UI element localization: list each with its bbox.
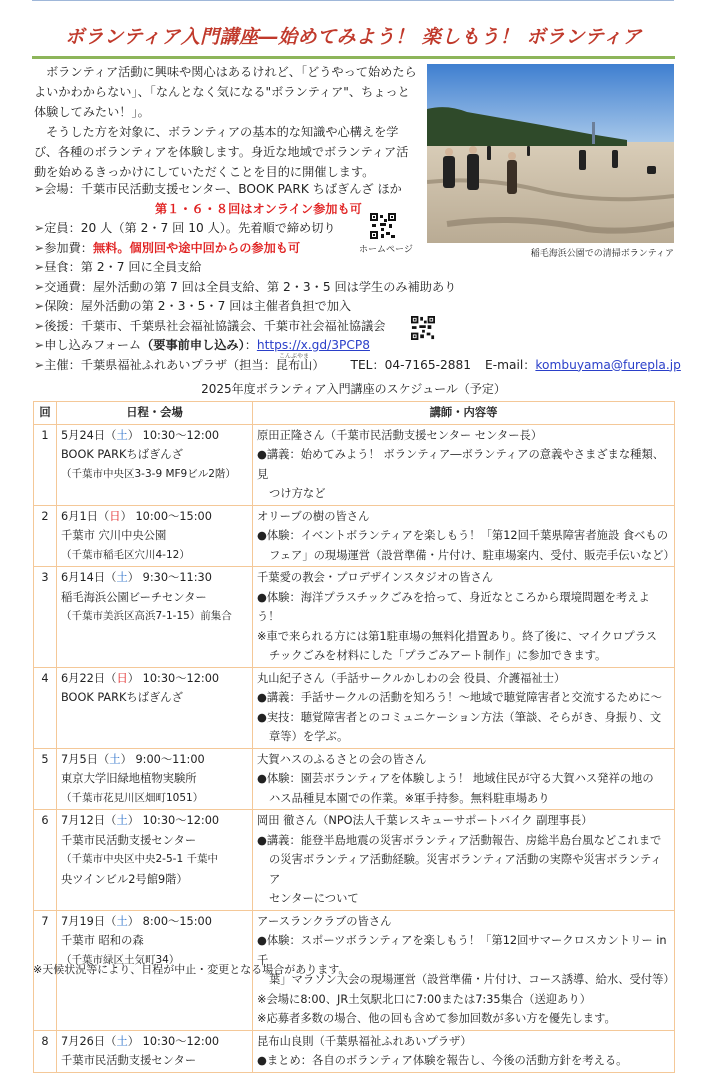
info-capacity (34, 219, 684, 239)
top-rule (32, 0, 674, 1)
session-date (61, 811, 248, 831)
session-venue-line: （千葉市花見川区畑町1051） (61, 791, 204, 804)
host-name-text: 昆布山 (275, 357, 313, 372)
session-content-line: ●まとめ：各自のボランティア体験を報告し、今後の活動方針を考える。 (257, 1054, 628, 1067)
info-insurance (34, 297, 684, 317)
fee-label: 参加費： (44, 240, 93, 255)
arrow-bullet-icon: ➢ (34, 260, 45, 274)
form-separator: ： (244, 338, 257, 352)
day-of-week: 土 (116, 1034, 128, 1048)
time-text: ） 10:30～12:00 (127, 814, 220, 827)
date-text: 7月5日（ (61, 752, 110, 766)
table-row (34, 1030, 675, 1072)
title-underline (32, 56, 675, 59)
info-support (34, 317, 684, 337)
transport-label: 交通費： (44, 279, 93, 294)
session-content (253, 505, 675, 567)
date-text: 6月1日（ (61, 509, 110, 523)
table-header-row (34, 402, 675, 425)
table-row (34, 748, 675, 810)
session-number: 8 (34, 1030, 57, 1072)
arrow-bullet-icon: ➢ (34, 299, 45, 313)
session-content-line: フェア」の現場運営（設営準備・片付け、駐車場案内、受付、販売手伝いなど） (269, 548, 675, 562)
session-date (61, 568, 248, 588)
session-number: 5 (34, 748, 57, 810)
form-url-link[interactable]: https://x.gd/3PCP8 (256, 338, 370, 352)
session-number: 1 (34, 424, 57, 505)
info-venue (34, 180, 684, 200)
session-date (61, 669, 248, 689)
schedule-footnote: ※天候状況等により、日程が中止・変更となる場合があります。 (33, 963, 350, 976)
session-content-line: ●体験：スポーツボランティアを楽しもう！「第12回サマークロスカントリー in 千 (257, 934, 667, 967)
session-venue-line: （千葉市緑区土気町34） (61, 953, 180, 966)
time-text: ） 10:30～12:00 (127, 1034, 220, 1048)
session-content-line: ●講義：手話サークルの活動を知ろう！～地域で聴覚障害者と交流するために～ (257, 691, 662, 704)
session-lecturer: 岡田 徹さん（NPO法人千葉レスキューサポートバイク 副理事長） (257, 814, 593, 827)
intro-paragraph: ボランティア活動に興味や関心はあるけれど、「どうやって始めたらよいかわからない」、「なんとなく気になる"ボランティア"、ちょっと体験してみたい！」。 (34, 65, 417, 119)
day-of-week: 土 (116, 814, 128, 827)
session-date-venue (57, 667, 253, 748)
session-venue-line: （千葉市中央区3-3-9 MF9ビル2階） (61, 467, 236, 480)
date-text: 6月14日（ (61, 571, 117, 584)
homepage-qr-label: ホームページ (359, 245, 413, 255)
day-of-week: 土 (109, 752, 121, 766)
host-value-post: ） (312, 357, 325, 372)
arrow-bullet-icon: ➢ (34, 182, 45, 196)
session-date (61, 750, 248, 770)
time-text: ） 10:30～12:00 (127, 671, 220, 685)
session-lecturer: 原田正隆さん（千葉市民活動支援センター センター長） (257, 428, 543, 442)
venue-value: 千葉市民活動支援センター、BOOK PARK ちばぎんざ ほか (80, 182, 402, 196)
session-date-venue (57, 424, 253, 505)
email-link[interactable]: kombuyama@furepla.jp (535, 357, 681, 372)
date-text: 5月24日（ (61, 428, 117, 442)
event-info-list (34, 180, 684, 375)
session-content (253, 567, 675, 668)
schedule-title: 2025年度ボランティア入門講座のスケジュール（予定） (201, 382, 506, 396)
intro-paragraph: そうした方を対象に、ボランティアの基本的な知識や心構えを学び、各種のボランティアを体験します。身近な地域でボランティア活動を始めるきっかけにしていただくことを目的に開催します。 (34, 125, 409, 179)
session-venue-line: 千葉市 昭和の森 (61, 934, 144, 947)
session-date-venue (57, 505, 253, 567)
session-content (253, 424, 675, 505)
session-content-line: ●体験：海洋プラスチックごみを拾って、身近なところから環境問題を考えよう！ (257, 590, 650, 623)
table-row (34, 810, 675, 911)
session-content-line: ●体験：イベントボランティアを楽しもう！「第12回千葉県障害者施設 食べもの (257, 529, 669, 542)
session-date (61, 426, 248, 446)
table-row (34, 667, 675, 748)
session-content-line: ハス品種見本園での作業。※軍手持参。無料駐車場あり (269, 791, 550, 805)
date-text: 6月22日（ (61, 671, 117, 685)
session-venue-line: （千葉市中央区中央2-5-1 千葉中 (61, 853, 218, 865)
venue-label: 会場： (44, 182, 81, 196)
time-text: ） 8:00～15:00 (127, 914, 212, 928)
session-lecturer: 昆布山良則（千葉県福祉ふれあいプラザ） (257, 1034, 472, 1048)
session-lecturer: アースランクラブの皆さん (257, 914, 392, 928)
support-value: 千葉市、千葉県社会福祉協議会、千葉市社会福祉協議会 (80, 318, 386, 333)
session-content-line: 章等）を学ぶ。 (269, 730, 349, 743)
support-label: 後援： (44, 318, 81, 333)
session-content (253, 810, 675, 911)
info-form (34, 336, 684, 356)
venue-online-note: 第１・６・８回はオンライン参加も可 (155, 201, 362, 216)
time-text: ） 9:30～11:30 (127, 571, 212, 584)
table-row (34, 567, 675, 668)
host-value-pre: 千葉県福祉ふれあいプラザ（担当： (80, 357, 276, 372)
day-of-week: 日 (109, 509, 121, 523)
host-label: 主催： (44, 357, 81, 372)
session-venue-line: 千葉市 穴川中央公園 (61, 529, 167, 542)
arrow-bullet-icon: ➢ (34, 318, 45, 333)
session-number: 6 (34, 810, 57, 911)
table-row (34, 424, 675, 505)
session-venue-line: BOOK PARKちばぎんざ (61, 691, 183, 704)
fee-value: 無料。個別回や途中回からの参加も可 (92, 240, 301, 255)
session-number: 4 (34, 667, 57, 748)
form-label: 申し込みフォーム (44, 338, 142, 352)
session-venue-line: 千葉市民活動支援センター (61, 833, 197, 847)
form-note: （要事前申し込み） (141, 338, 245, 352)
arrow-bullet-icon: ➢ (34, 240, 45, 255)
lunch-label: 昼食： (44, 260, 81, 274)
intro-text (34, 62, 420, 182)
session-lecturer: 千葉愛の教会・プロデザインスタジオの皆さん (257, 571, 494, 584)
arrow-bullet-icon: ➢ (34, 338, 45, 352)
session-date (61, 507, 248, 527)
table-row (34, 505, 675, 567)
session-content-line: ※車で来られる方には第1駐車場の無料化措置あり。終了後に、マイクロプラス (257, 629, 657, 643)
time-text: ） 9:00～11:00 (120, 752, 205, 766)
session-date-venue (57, 567, 253, 668)
time-text: ） 10:00～15:00 (120, 509, 212, 523)
session-content-line: 葉」マラソン大会の現場運営（設営準備・片付け、コース誘導、給水、受付等） (269, 973, 675, 986)
session-venue-line: 央ツインビル2号館9階） (61, 872, 188, 886)
arrow-bullet-icon: ➢ (34, 221, 45, 235)
lunch-value: 第 2・7 回に全員支給 (80, 260, 202, 274)
capacity-value: 20 人（第 2・7 回 10 人）。先着順で締め切り (80, 221, 336, 235)
session-number: 2 (34, 505, 57, 567)
session-venue-line: BOOK PARKちばぎんざ (61, 448, 183, 461)
host-tel: TEL：04-7165-2881 (350, 357, 471, 372)
page-title: ボランティア入門講座―始めてみよう！ 楽しもう！ ボランティア (65, 26, 642, 48)
session-content-line: の災害ボランティア活動経験。災害ボランティア活動の実際や災害ボランティア (269, 853, 662, 886)
host-name (275, 352, 313, 376)
session-number: 7 (34, 910, 57, 1030)
session-lecturer: 大賀ハスのふるさとの会の皆さん (257, 752, 427, 766)
day-of-week: 土 (116, 571, 128, 584)
session-content-line: ●実技：聴覚障害者とのコミュニケーション方法（筆談、そらがき、身振り、文 (257, 710, 662, 724)
session-content (253, 748, 675, 810)
session-content-line: ※応募者多数の場合、他の回も含めて参加回数が多い方を優先します。 (257, 1012, 616, 1025)
date-text: 7月19日（ (61, 914, 117, 928)
date-text: 7月12日（ (61, 814, 117, 827)
session-date-venue (57, 1030, 253, 1072)
session-content-line: ●講義：始めてみよう！ ボランティア―ボランティアの意義やさまざまな種類、見 (257, 448, 665, 481)
arrow-bullet-icon: ➢ (34, 357, 45, 372)
photo-caption: 稲毛海浜公園での清掃ボランティア (530, 249, 674, 259)
session-venue-line: 千葉市民活動支援センター (61, 1054, 197, 1067)
session-content-line: つけ方など (269, 487, 326, 500)
info-transport (34, 278, 684, 298)
session-number: 3 (34, 567, 57, 668)
session-content-line: チックごみを材料にした「プラごみアート制作」に参加できます。 (269, 649, 607, 662)
session-lecturer: 丸山紀子さん（手話サークルかしわの会 役員、介護福祉士） (257, 671, 566, 685)
insurance-label: 保険： (44, 299, 81, 313)
time-text: ） 10:30～12:00 (127, 428, 220, 442)
session-date (61, 1032, 248, 1052)
day-of-week: 土 (116, 914, 128, 928)
date-text: 7月26日（ (61, 1034, 117, 1048)
day-of-week: 日 (116, 671, 128, 685)
host-name-ruby: こんぶやま (279, 352, 310, 360)
info-host (34, 352, 684, 376)
insurance-value: 屋外活動の第 2・3・5・7 回は主催者負担で加入 (80, 299, 352, 313)
session-date-venue (57, 810, 253, 911)
session-venue-line: （千葉市稲毛区穴川4-12） (61, 548, 190, 561)
session-content-line: ●講義：能登半島地震の災害ボランティア活動報告、房総半島台風などこれまで (257, 833, 662, 847)
session-venue-line: 稲毛海浜公園ビーチセンター (61, 590, 207, 604)
capacity-label: 定員： (44, 221, 81, 235)
session-content-line: ※会場に8:00、JR土気駅北口に7:00または7:35集合（送迎あり） (257, 992, 591, 1006)
info-lunch (34, 258, 684, 278)
session-content (253, 667, 675, 748)
session-date-venue (57, 748, 253, 810)
day-of-week: 土 (116, 428, 128, 442)
transport-value: 屋外活動の第 7 回は全員支給、第 2・3・5 回は学生のみ補助あり (92, 279, 457, 294)
session-content-line: センターについて (269, 892, 359, 905)
email-label: E-mail： (485, 357, 536, 372)
session-venue-line: 東京大学旧緑地植物実験所 (61, 772, 197, 785)
header-date-venue: 日程・会場 (57, 402, 253, 425)
session-venue-line: （千葉市美浜区高浜7-1-15）前集合 (61, 610, 232, 622)
session-date (61, 912, 248, 932)
session-content (253, 1030, 675, 1072)
session-lecturer: オリーブの樹の皆さん (257, 509, 370, 523)
header-lecturer-content: 講師・内容等 (253, 402, 675, 425)
info-fee (34, 239, 684, 259)
session-content-line: ●体験：園芸ボランティアを体験しよう！ 地域住民が守る大賀ハス発祥の地の (257, 772, 654, 785)
header-no: 回 (34, 402, 57, 425)
arrow-bullet-icon: ➢ (34, 279, 45, 294)
